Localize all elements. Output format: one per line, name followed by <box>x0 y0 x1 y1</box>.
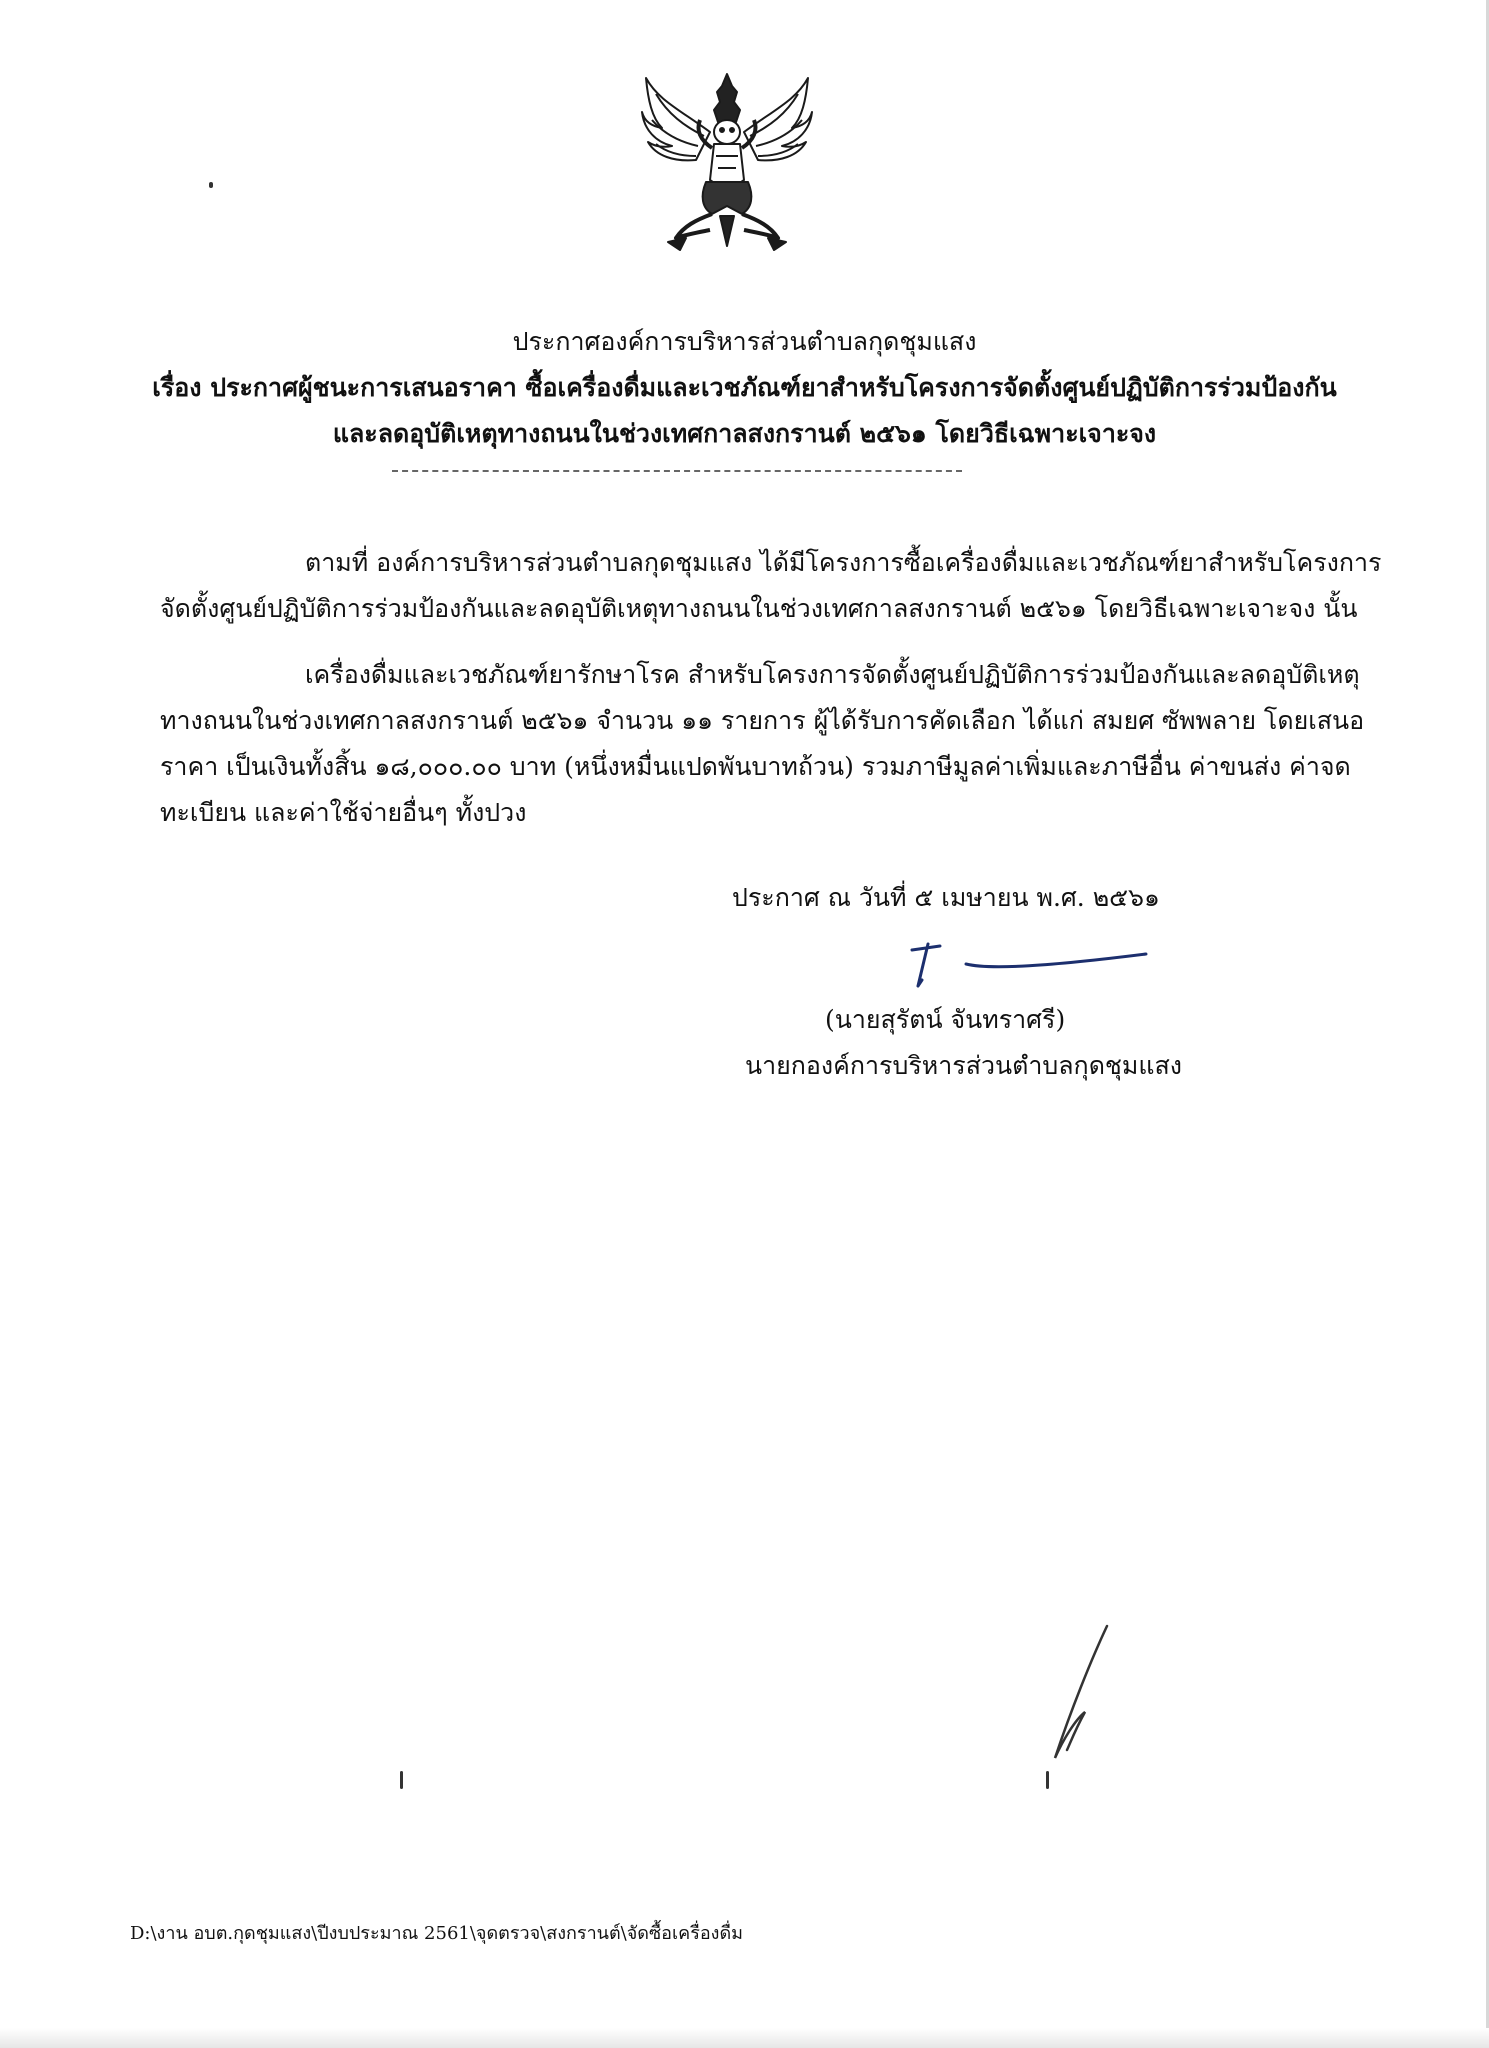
signature-mark <box>900 940 1160 1000</box>
paragraph-2-line-4: ทะเบียน และค่าใช้จ่ายอื่นๆ ทั้งปวง <box>160 798 527 827</box>
scan-speck <box>209 182 213 188</box>
scan-speck <box>1046 1771 1049 1789</box>
announcement-date: ประกาศ ณ วันที่ ๕ เมษายน พ.ศ. ๒๕๖๑ <box>732 883 1160 912</box>
announcement-subject-cont: และลดอุบัติเหตุทางถนนในช่วงเทศกาลสงกรานต์ ๒๕๖๑ โดยวิธีเฉพาะเจาะจง <box>332 419 1157 448</box>
paragraph-2-line-2: ทางถนนในช่วงเทศกาลสงกรานต์ ๒๕๖๑ จำนวน ๑๑ รายการ ผู้ได้รับการคัดเลือก ได้แก่ สมยศ ซัพพลาย โดยเสนอ <box>160 706 1365 735</box>
file-path-footer: D:\งาน อบต.กุดชุมแสง\ปีงบประมาณ 2561\จุดตรวจ\สงกรานต์\จัดซื้อเครื่องดื่ม <box>130 1923 744 1944</box>
paragraph-2-line-1: เครื่องดื่มและเวชภัณฑ์ยารักษาโรค สำหรับโครงการจัดตั้งศูนย์ปฏิบัติการร่วมป้องกันและลดอุบัติเหตุ <box>305 660 1360 689</box>
announcement-subject: เรื่อง ประกาศผู้ชนะการเสนอราคา ซื้อเครื่องดื่มและเวชภัณฑ์ยาสำหรับโครงการจัดตั้งศูนย์ปฏิบัติการร่วมป้องกัน <box>152 373 1337 402</box>
scan-speck <box>400 1771 403 1789</box>
garuda-emblem-icon <box>640 70 815 255</box>
paragraph-1-line-1: ตามที่ องค์การบริหารส่วนตำบลกุดชุมแสง ได้มีโครงการซื้อเครื่องดื่มและเวชภัณฑ์ยาสำหรับโครงการ <box>305 548 1382 577</box>
scan-edge-bottom <box>0 2028 1489 2048</box>
paragraph-1-line-2: จัดตั้งศูนย์ปฏิบัติการร่วมป้องกันและลดอุบัติเหตุทางถนนในช่วงเทศกาลสงกรานต์ ๒๕๖๑ โดยวิธีเฉพาะเจาะจง นั้น <box>160 594 1358 623</box>
paragraph-2-line-3: ราคา เป็นเงินทั้งสิ้น ๑๘,๐๐๐.๐๐ บาท (หนึ่งหมื่นแปดพันบาทถ้วน) รวมภาษีมูลค่าเพิ่มและภาษีอื่น ค่าขนส่ง ค่าจด <box>160 752 1351 781</box>
announcement-title: ประกาศองค์การบริหารส่วนตำบลกุดชุมแสง <box>512 327 977 356</box>
initial-mark <box>1045 1620 1115 1765</box>
signatory-name: (นายสุรัตน์ จันทราศรี) <box>825 1005 1066 1034</box>
dashed-divider <box>392 470 962 472</box>
signatory-title: นายกองค์การบริหารส่วนตำบลกุดชุมแสง <box>745 1051 1182 1080</box>
